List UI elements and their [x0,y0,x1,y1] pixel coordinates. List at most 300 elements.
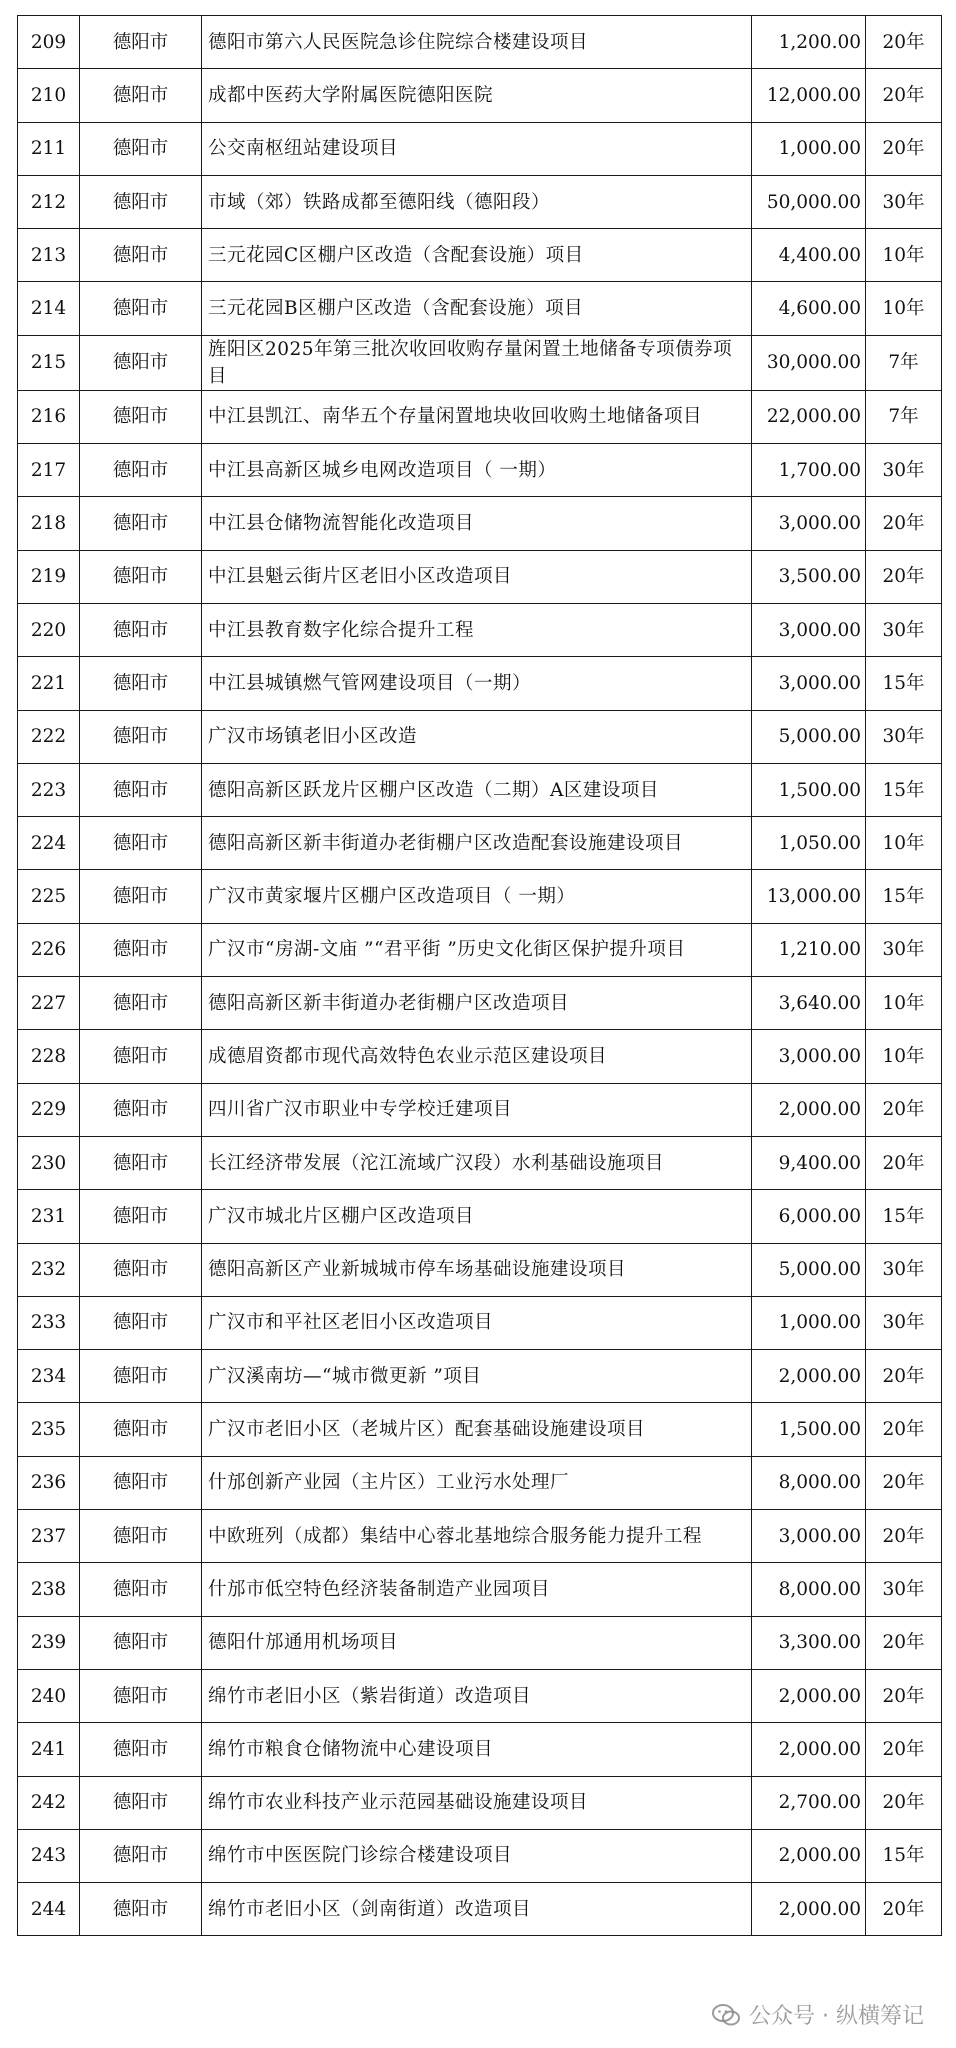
amount-cell-text: 30,000.00 [766,352,861,374]
row-number-cell-text: 224 [30,832,67,854]
row-number-cell-text: 217 [30,459,67,481]
table-row [18,1723,942,1776]
row-number-cell-text: 237 [30,1525,67,1547]
table-row [18,550,942,603]
term-cell-text: 20年 [882,1365,925,1387]
term-cell-text: 10年 [882,832,925,854]
amount-cell-text: 3,000.00 [778,513,861,535]
term-cell [866,1776,942,1829]
project-name-cell-text: 德阳市第六人民医院急诊住院综合楼建设项目 [208,31,589,53]
project-name-cell [202,1083,752,1136]
table-row [18,335,942,390]
table-row [18,390,942,443]
city-cell [80,229,202,282]
row-number-cell-text: 243 [30,1845,67,1867]
term-cell [866,1136,942,1189]
term-cell [866,923,942,976]
city-cell [80,335,202,390]
amount-cell-text: 2,000.00 [778,1685,861,1707]
amount-cell-text: 8,000.00 [778,1472,861,1494]
city-cell [80,1296,202,1349]
row-number-cell [18,550,80,603]
project-name-cell-text: 绵竹市老旧小区（紫岩街道）改造项目 [208,1685,532,1707]
row-number-cell-text: 223 [30,779,67,801]
table-row [18,1403,942,1456]
term-cell-text: 20年 [882,1472,925,1494]
term-cell [866,1616,942,1669]
term-cell-text: 20年 [882,566,925,588]
row-number-cell-text: 210 [30,84,67,106]
project-name-cell [202,335,752,390]
amount-cell-text: 6,000.00 [778,1205,861,1227]
amount-cell [752,335,866,390]
project-name-cell [202,1350,752,1403]
project-name-cell [202,1296,752,1349]
table-row [18,763,942,816]
term-cell [866,122,942,175]
table-row [18,1190,942,1243]
row-number-cell-text: 218 [30,513,67,535]
term-cell-text: 20年 [882,1685,925,1707]
city-cell [80,817,202,870]
term-cell [866,390,942,443]
row-number-cell-text: 226 [30,939,67,961]
amount-cell [752,870,866,923]
project-name-cell-text: 成德眉资都市现代高效特色农业示范区建设项目 [208,1045,608,1067]
city-cell [80,1243,202,1296]
row-number-cell-text: 219 [30,566,67,588]
amount-cell-text: 2,000.00 [778,1845,861,1867]
city-cell [80,390,202,443]
city-cell [80,657,202,710]
city-cell [80,1030,202,1083]
row-number-cell [18,1456,80,1509]
term-cell-text: 20年 [882,1632,925,1654]
amount-cell [752,282,866,335]
amount-cell-text: 3,500.00 [778,566,861,588]
city-cell-text: 德阳市 [112,886,169,908]
amount-cell [752,69,866,122]
city-cell-text: 德阳市 [112,1525,169,1547]
term-cell-text: 30年 [882,1578,925,1600]
project-name-cell [202,229,752,282]
term-cell-text: 15年 [882,886,925,908]
project-name-cell-text: 四川省广汉市职业中专学校迁建项目 [208,1099,513,1121]
amount-cell [752,1083,866,1136]
row-number-cell-text: 241 [30,1738,67,1760]
project-name-cell-text: 德阳什邡通用机场项目 [208,1632,399,1654]
amount-cell-text: 50,000.00 [766,191,861,213]
term-cell-text: 10年 [882,298,925,320]
project-name-cell [202,1776,752,1829]
term-cell [866,497,942,550]
city-cell-text: 德阳市 [112,619,169,641]
table-row [18,1776,942,1829]
city-cell-text: 德阳市 [112,1738,169,1760]
term-cell-text: 7年 [888,352,919,374]
amount-cell-text: 13,000.00 [766,886,861,908]
table-row [18,710,942,763]
row-number-cell [18,1510,80,1563]
city-cell-text: 德阳市 [112,352,169,374]
project-name-cell-text: 中江县魁云街片区老旧小区改造项目 [208,566,513,588]
amount-cell [752,1136,866,1189]
term-cell-text: 20年 [882,31,925,53]
row-number-cell [18,657,80,710]
city-cell-text: 德阳市 [112,1578,169,1600]
city-cell-text: 德阳市 [112,1312,169,1334]
project-name-cell-text: 绵竹市老旧小区（剑南街道）改造项目 [208,1898,532,1920]
project-name-cell-text: 广汉市和平社区老旧小区改造项目 [208,1312,494,1334]
amount-cell [752,1296,866,1349]
table-row [18,603,942,656]
row-number-cell [18,122,80,175]
term-cell [866,1883,942,1936]
amount-cell-text: 1,000.00 [778,138,861,160]
table-row [18,977,942,1030]
term-cell [866,870,942,923]
city-cell [80,16,202,69]
project-name-cell [202,710,752,763]
term-cell-text: 30年 [882,459,925,481]
term-cell-text: 30年 [882,619,925,641]
city-cell-text: 德阳市 [112,1259,169,1281]
project-name-cell-text: 广汉市城北片区棚户区改造项目 [208,1205,475,1227]
row-number-cell-text: 212 [30,191,67,213]
project-name-cell [202,1616,752,1669]
row-number-cell [18,1776,80,1829]
amount-cell [752,1616,866,1669]
city-cell [80,710,202,763]
row-number-cell [18,603,80,656]
amount-cell-text: 12,000.00 [766,84,861,106]
city-cell-text: 德阳市 [112,191,169,213]
term-cell [866,1350,942,1403]
table-row [18,1083,942,1136]
term-cell [866,1403,942,1456]
project-name-cell [202,122,752,175]
city-cell-text: 德阳市 [112,1205,169,1227]
row-number-cell [18,444,80,497]
row-number-cell [18,16,80,69]
project-name-cell-text: 三元花园C区棚户区改造（含配套设施）项目 [208,244,584,266]
city-cell [80,1616,202,1669]
term-cell-text: 15年 [882,1845,925,1867]
term-cell-text: 20年 [882,513,925,535]
term-cell [866,1296,942,1349]
amount-cell [752,1456,866,1509]
row-number-cell [18,1829,80,1882]
amount-cell [752,1243,866,1296]
project-name-cell [202,817,752,870]
row-number-cell-text: 227 [30,992,67,1014]
term-cell-text: 7年 [888,406,919,428]
row-number-cell-text: 216 [30,406,67,428]
table-row [18,282,942,335]
project-name-cell-text: 德阳高新区新丰街道办老街棚户区改造项目 [208,992,570,1014]
city-cell-text: 德阳市 [112,779,169,801]
city-cell-text: 德阳市 [112,1099,169,1121]
row-number-cell-text: 238 [30,1578,67,1600]
term-cell-text: 20年 [882,1738,925,1760]
table-row [18,657,942,710]
project-name-cell-text: 德阳高新区产业新城城市停车场基础设施建设项目 [208,1259,627,1281]
table-row [18,497,942,550]
amount-cell-text: 3,000.00 [778,1525,861,1547]
amount-cell [752,390,866,443]
city-cell [80,923,202,976]
amount-cell-text: 2,000.00 [778,1365,861,1387]
project-name-cell-text: 广汉市“房湖-文庙 ”“君平街 ”历史文化街区保护提升项目 [208,939,686,961]
project-name-cell-text: 长江经济带发展（沱江流域广汉段）水利基础设施项目 [208,1152,665,1174]
project-name-cell-text: 中江县城镇燃气管网建设项目（一期） [208,672,532,694]
term-cell [866,1510,942,1563]
row-number-cell-text: 214 [30,298,67,320]
project-name-cell-text: 广汉市场镇老旧小区改造 [208,726,418,748]
term-cell-text: 20年 [882,1525,925,1547]
amount-cell [752,603,866,656]
term-cell [866,229,942,282]
city-cell [80,69,202,122]
city-cell [80,122,202,175]
row-number-cell [18,1563,80,1616]
project-table-body [18,16,942,1936]
city-cell-text: 德阳市 [112,406,169,428]
term-cell-text: 20年 [882,1152,925,1174]
term-cell [866,16,942,69]
city-cell-text: 德阳市 [112,1472,169,1494]
table-row [18,923,942,976]
row-number-cell [18,1083,80,1136]
term-cell-text: 10年 [882,992,925,1014]
city-cell [80,977,202,1030]
amount-cell [752,1403,866,1456]
city-cell [80,1776,202,1829]
amount-cell [752,763,866,816]
term-cell-text: 15年 [882,779,925,801]
row-number-cell [18,977,80,1030]
row-number-cell [18,229,80,282]
amount-cell [752,1883,866,1936]
row-number-cell-text: 232 [30,1259,67,1281]
project-name-cell-text: 德阳高新区跃龙片区棚户区改造（二期）A区建设项目 [208,779,659,801]
amount-cell-text: 2,700.00 [778,1792,861,1814]
project-name-cell [202,390,752,443]
term-cell-text: 10年 [882,1045,925,1067]
amount-cell-text: 3,000.00 [778,1045,861,1067]
amount-cell-text: 1,000.00 [778,1312,861,1334]
project-name-cell [202,69,752,122]
city-cell-text: 德阳市 [112,1685,169,1707]
term-cell [866,550,942,603]
amount-cell [752,657,866,710]
project-name-cell-text: 中欧班列（成都）集结中心蓉北基地综合服务能力提升工程 [208,1525,703,1547]
row-number-cell [18,1350,80,1403]
row-number-cell-text: 221 [30,672,67,694]
city-cell-text: 德阳市 [112,459,169,481]
term-cell [866,335,942,390]
project-name-cell [202,1243,752,1296]
row-number-cell-text: 228 [30,1045,67,1067]
project-name-cell-text: 绵竹市中医医院门诊综合楼建设项目 [208,1845,513,1867]
project-name-cell [202,657,752,710]
term-cell-text: 20年 [882,84,925,106]
row-number-cell [18,1296,80,1349]
amount-cell-text: 3,640.00 [778,992,861,1014]
row-number-cell-text: 242 [30,1792,67,1814]
amount-cell [752,175,866,228]
term-cell [866,1083,942,1136]
term-cell [866,1190,942,1243]
table-row [18,1296,942,1349]
city-cell [80,1563,202,1616]
term-cell [866,763,942,816]
project-name-cell [202,1030,752,1083]
city-cell-text: 德阳市 [112,1792,169,1814]
city-cell [80,282,202,335]
watermark [711,1999,924,2030]
city-cell-text: 德阳市 [112,513,169,535]
city-cell [80,763,202,816]
row-number-cell-text: 230 [30,1152,67,1174]
term-cell [866,1723,942,1776]
table-row [18,1669,942,1722]
table-row [18,1510,942,1563]
city-cell-text: 德阳市 [112,1152,169,1174]
amount-cell [752,229,866,282]
project-name-cell-text: 成都中医药大学附属医院德阳医院 [208,84,494,106]
term-cell [866,69,942,122]
term-cell-text: 20年 [882,1898,925,1920]
amount-cell-text: 5,000.00 [778,1259,861,1281]
row-number-cell [18,817,80,870]
row-number-cell [18,282,80,335]
term-cell [866,1669,942,1722]
city-cell [80,1883,202,1936]
city-cell [80,870,202,923]
city-cell-text: 德阳市 [112,244,169,266]
city-cell [80,175,202,228]
amount-cell-text: 1,700.00 [778,459,861,481]
project-name-cell [202,1883,752,1936]
row-number-cell [18,1616,80,1669]
project-name-cell-text: 广汉市老旧小区（老城片区）配套基础设施建设项目 [208,1419,646,1441]
project-name-cell [202,923,752,976]
row-number-cell [18,69,80,122]
city-cell-text: 德阳市 [112,298,169,320]
project-name-cell [202,444,752,497]
row-number-cell-text: 235 [30,1419,67,1441]
amount-cell [752,1776,866,1829]
term-cell-text: 30年 [882,726,925,748]
city-cell-text: 德阳市 [112,726,169,748]
project-name-cell [202,282,752,335]
amount-cell-text: 4,600.00 [778,298,861,320]
amount-cell-text: 3,300.00 [778,1632,861,1654]
city-cell [80,497,202,550]
city-cell [80,550,202,603]
row-number-cell-text: 244 [30,1898,67,1920]
row-number-cell [18,870,80,923]
term-cell-text: 20年 [882,1792,925,1814]
term-cell-text: 15年 [882,672,925,694]
project-name-cell [202,1403,752,1456]
term-cell [866,1030,942,1083]
project-name-cell [202,1136,752,1189]
table-row [18,1030,942,1083]
project-name-cell [202,1829,752,1882]
city-cell [80,1403,202,1456]
project-name-cell-text: 公交南枢纽站建设项目 [208,138,399,160]
project-name-cell [202,977,752,1030]
table-row [18,1563,942,1616]
project-name-cell [202,497,752,550]
city-cell-text: 德阳市 [112,992,169,1014]
table-row [18,1456,942,1509]
row-number-cell-text: 234 [30,1365,67,1387]
project-name-cell-text: 广汉市黄家堰片区棚户区改造项目（ 一期） [208,886,576,908]
term-cell [866,1456,942,1509]
term-cell [866,1563,942,1616]
project-name-cell-text: 广汉溪南坊—“城市微更新 ”项目 [208,1365,482,1387]
project-name-cell [202,550,752,603]
watermark-text: 公众号 · 纵横筹记 [749,2004,924,2029]
table-row [18,870,942,923]
term-cell [866,817,942,870]
row-number-cell-text: 215 [30,352,67,374]
project-name-cell [202,603,752,656]
row-number-cell-text: 209 [30,31,67,53]
term-cell-text: 30年 [882,1259,925,1281]
term-cell [866,444,942,497]
row-number-cell [18,1243,80,1296]
project-name-cell-text: 中江县凯江、南华五个存量闲置地块收回收购土地储备项目 [208,406,703,428]
city-cell-text: 德阳市 [112,1898,169,1920]
row-number-cell [18,497,80,550]
row-number-cell-text: 222 [30,726,67,748]
amount-cell [752,977,866,1030]
city-cell-text: 德阳市 [112,1845,169,1867]
city-cell-text: 德阳市 [112,832,169,854]
row-number-cell [18,1190,80,1243]
term-cell-text: 15年 [882,1205,925,1227]
city-cell-text: 德阳市 [112,1419,169,1441]
project-name-cell-text: 中江县教育数字化综合提升工程 [208,619,475,641]
city-cell [80,444,202,497]
amount-cell-text: 1,050.00 [778,832,861,854]
amount-cell [752,1350,866,1403]
row-number-cell [18,1669,80,1722]
project-name-cell [202,1456,752,1509]
row-number-cell-text: 236 [30,1472,67,1494]
project-name-cell-text: 绵竹市农业科技产业示范园基础设施建设项目 [208,1792,589,1814]
city-cell [80,1510,202,1563]
term-cell-text: 30年 [882,939,925,961]
row-number-cell [18,1136,80,1189]
project-name-cell [202,1190,752,1243]
row-number-cell [18,175,80,228]
project-name-cell-text: 三元花园B区棚户区改造（含配套设施）项目 [208,298,584,320]
amount-cell [752,1669,866,1722]
project-name-cell [202,175,752,228]
table-row [18,122,942,175]
amount-cell [752,122,866,175]
city-cell-text: 德阳市 [112,84,169,106]
amount-cell [752,1723,866,1776]
row-number-cell [18,1883,80,1936]
row-number-cell [18,1030,80,1083]
term-cell-text: 20年 [882,138,925,160]
